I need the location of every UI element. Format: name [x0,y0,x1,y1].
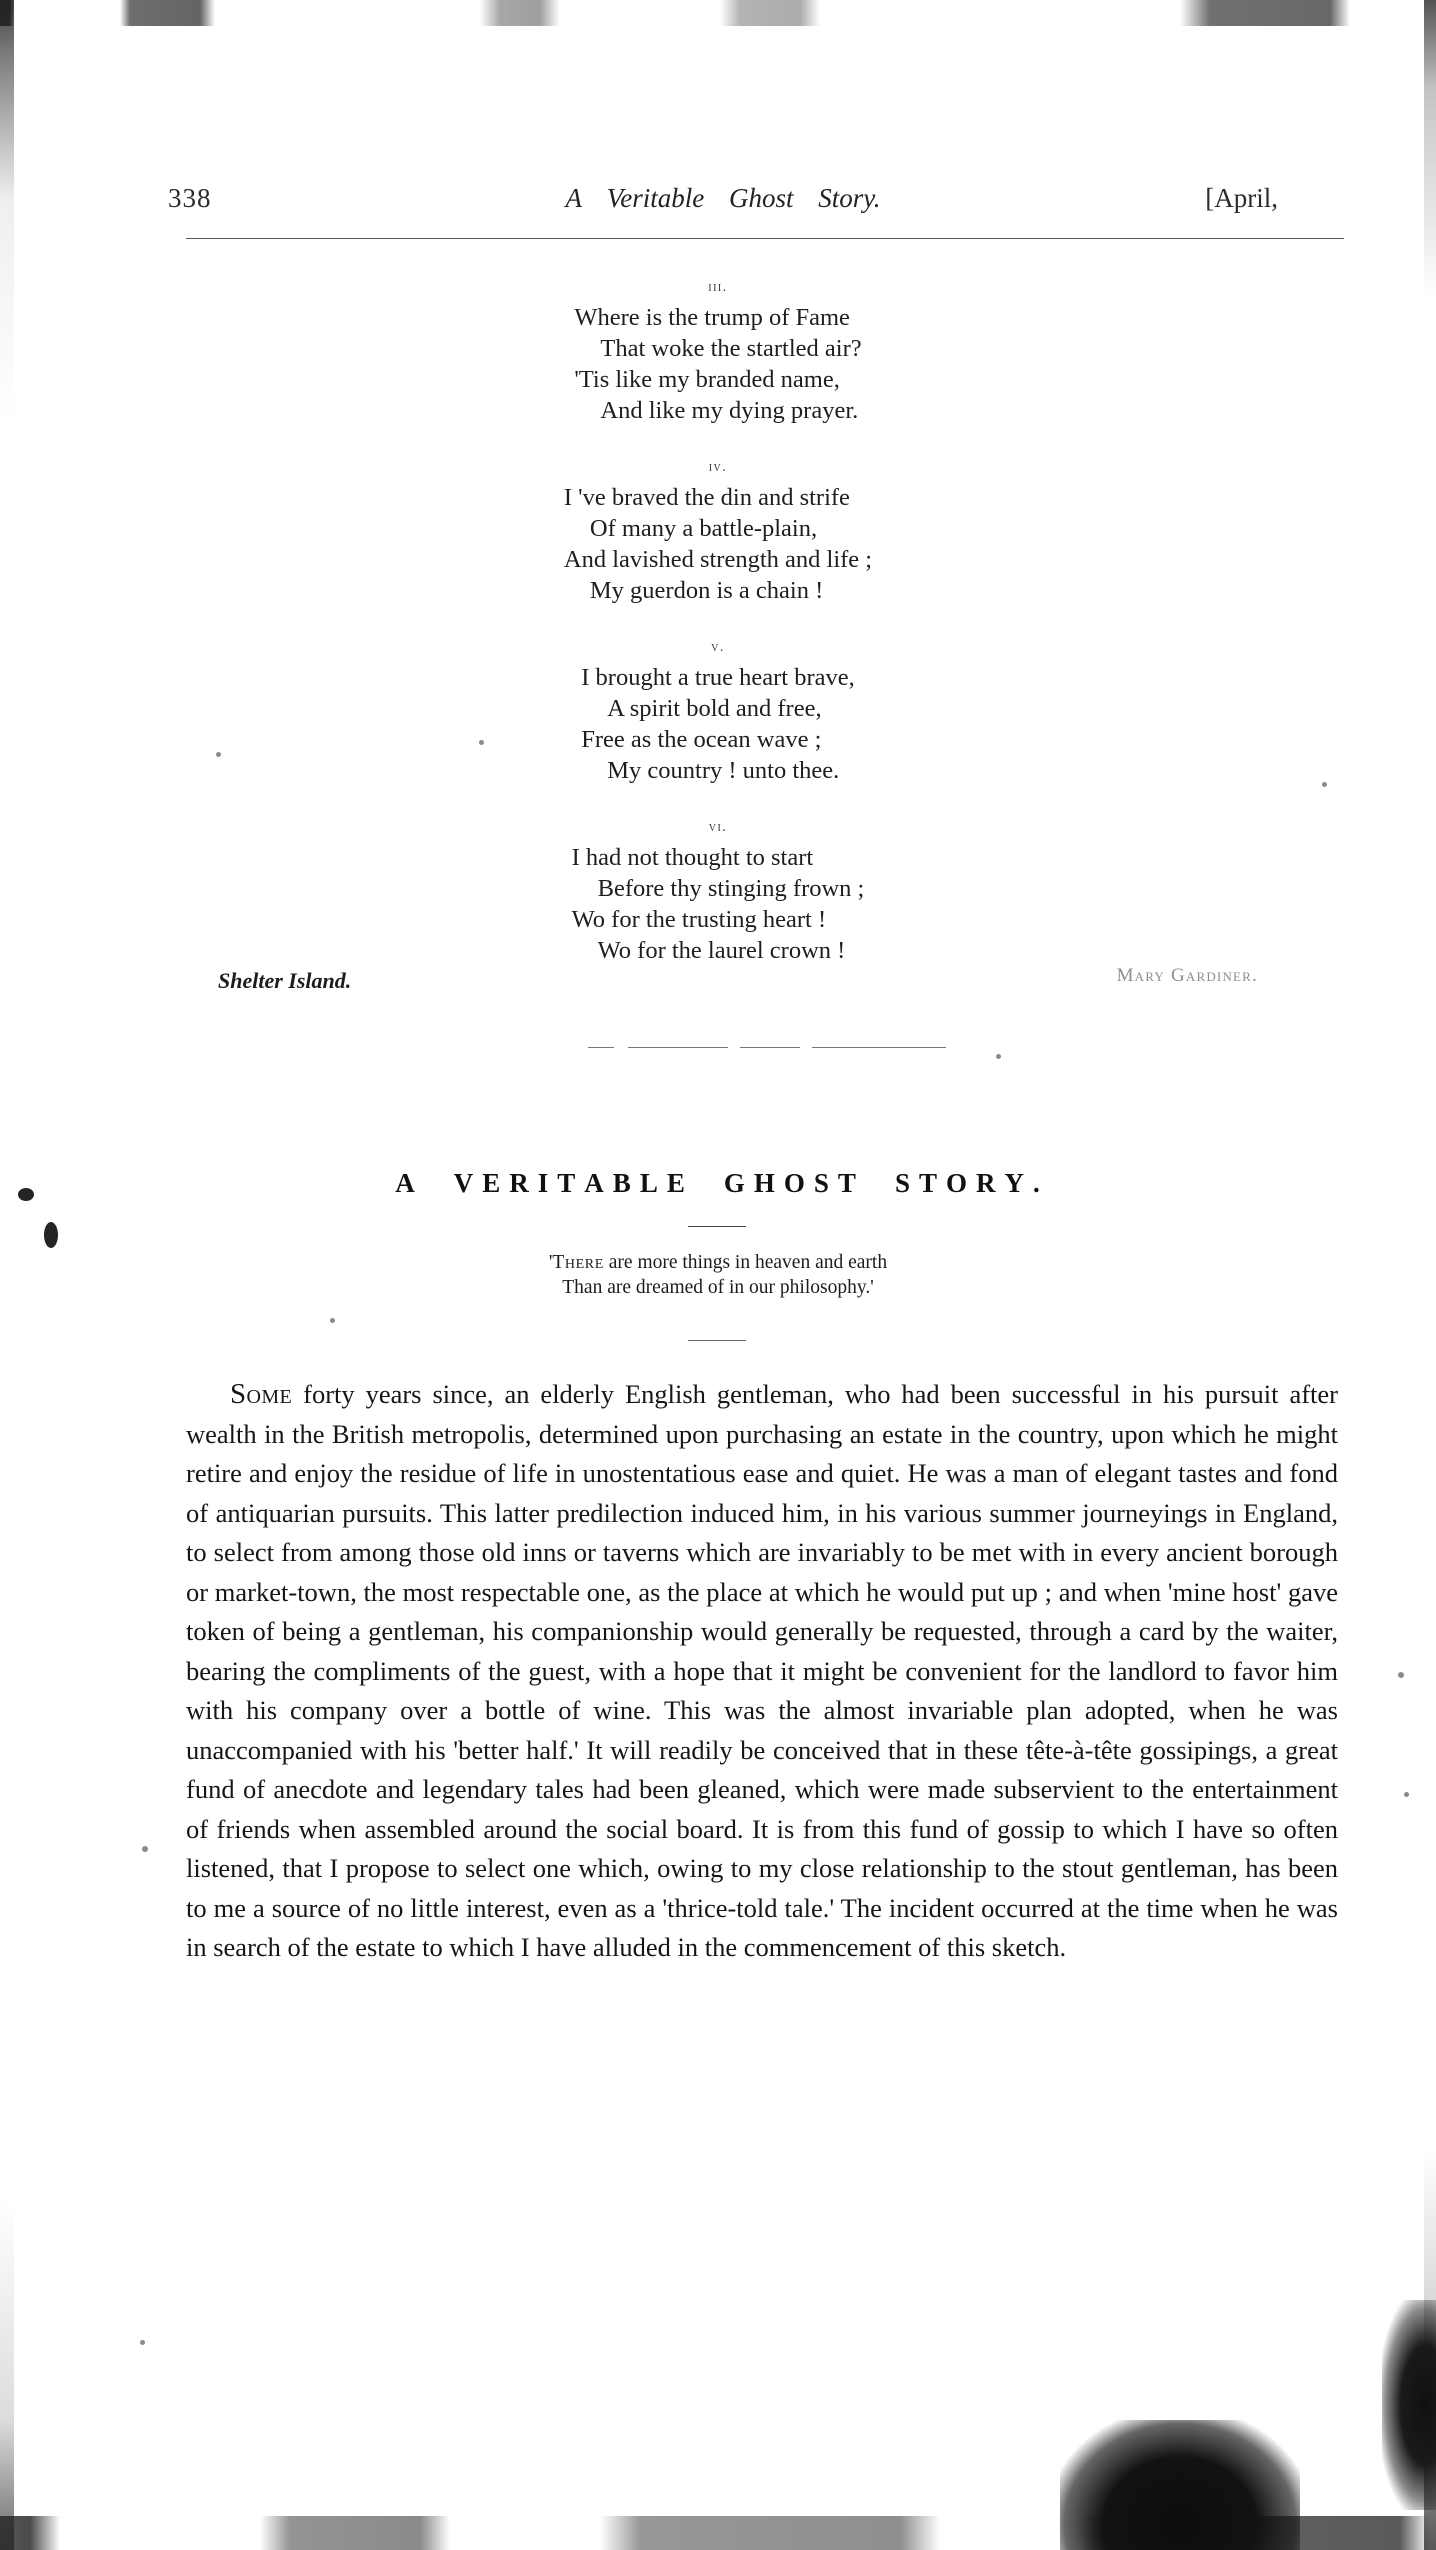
title-letter: O [945,1168,968,1198]
ink-blot-bottom [1060,2420,1300,2550]
running-title-word-1: A [565,183,582,213]
running-title [168,183,1278,214]
epigraph-rule-top [688,1226,746,1227]
section-divider-rule [588,1047,946,1048]
running-head [168,183,1278,217]
stanza-lines [581,662,854,786]
poem-line: Wo for the laurel crown ! [597,937,846,964]
poem-line: 'Tis like my branded name, [574,366,840,393]
running-title-word-2: Veritable [606,183,705,213]
stanza-number: vi. [708,820,728,835]
stanza-lines [574,302,861,426]
title-letter: . [1033,1168,1041,1198]
poem-place-byline: Shelter Island. [218,968,352,993]
title-letter: S [813,1168,830,1198]
epigraph-quote-open: ' [548,1252,553,1273]
poem-stanza [0,280,1436,426]
title-letter: I [537,1168,550,1198]
body-paragraph [186,1375,1338,1968]
title-letter: T [837,1168,857,1198]
epigraph-rule-bottom [688,1340,746,1341]
scan-speck-2 [1398,1672,1404,1678]
poem-line: Wo for the trusting heart ! [571,906,827,933]
issue-marker: [April, [1205,183,1278,213]
poem-line: I 've braved the din and strife [563,484,850,511]
body-paragraph-text: forty years since, an elderly English gentleman, who had been successful in his pursuit after wealth in the British metropolis, determined upon purchasing an estate in the country, upon which he might retire and enjoy the residue of life in unostentatious ease and quiet. He was a man of elegant tastes and fond of antiquarian pursuits. This latter predilection induced him, in his various summer journeyings in England, to select from among those old inns or taverns which are invariably to be met with in every ancient borough or market-town, the most respectable one, as the place at which he would put up ; and when 'mine host' gave token of being a gentleman, his companionship would generally be requested, through a card by the waiter, bearing the compliments of the guest, with a hope that it might be convenient for the landlord to favor him with his company over a bottle of wine. This was the almost invariable plan adopted, when he was unaccompanied with his 'better half.' It will readily be conceived that in these tête-à-tête gossipings, a great fund of anecdote and legendary tales had been gleaned, which were made subservient to the entertainment of friends when assembled around the social board. It is from this fund of gossip to which I have so often listened, that I propose to select one which, owing to my close relationship to the stout gentleman, has been to me a source of no little interest, even as a 'thrice-told tale.' The incident occurred at the time when he was in search of the estate to which I have alluded in the commencement of this sketch. [186,1379,1338,1962]
title-letter: S [894,1168,911,1198]
title-letter: L [639,1168,659,1198]
poem-stanza [0,460,1436,606]
running-title-word-3: Ghost [728,183,794,213]
poem-stanza [0,820,1436,966]
title-letter: A [395,1168,416,1198]
poem-line: Free as the ocean wave ; [581,726,822,753]
poem-line: My guerdon is a chain ! [589,577,824,604]
poem-line: Before thy stinging frown ; [597,875,865,902]
epigraph-lead-word: There [552,1252,604,1273]
title-letter: R [976,1168,997,1198]
title-letter: A [584,1168,605,1198]
stanza-number: v. [711,640,725,655]
poem-line: And like my dying prayer. [600,397,859,424]
scan-speck-3 [1404,1792,1409,1797]
poem-line: I had not thought to start [571,844,814,871]
title-letter: H [753,1168,776,1198]
scan-edge-top [0,0,1436,26]
epigraph [0,1250,1436,1300]
poem-line: A spirit bold and free, [607,695,822,722]
poem-line: I brought a true heart brave, [581,664,855,691]
ink-blot-margin-lower [44,1222,58,1248]
title-letter: O [783,1168,806,1198]
stanza-lines [564,482,872,606]
epigraph-line1-rest: are more things in heaven and earth [608,1252,888,1273]
epigraph-line-2: Than are dreamed of in our philosophy.' [562,1277,874,1298]
poem-line: Where is the trump of Fame [574,304,850,331]
article-body [186,1375,1338,1968]
poem-line: And lavished strength and life ; [563,546,873,573]
title-letter: T [918,1168,938,1198]
poem-line: Of many a battle-plain, [589,515,818,542]
scan-speck-8 [996,1054,1001,1059]
running-title-word-4: Story. [818,183,881,213]
poem-block [0,280,1436,1000]
title-letter: B [612,1168,632,1198]
scan-speck-4 [142,1846,148,1852]
scan-speck-1 [140,2340,145,2345]
article-title [0,1168,1436,1199]
body-lead-word: Some [230,1378,293,1410]
title-letter: Y [1004,1168,1025,1198]
poem-stanza [0,640,1436,786]
page-folio: 338 [168,183,212,213]
header-rule [186,238,1344,239]
scan-speck-9 [330,1318,335,1323]
title-letter: E [666,1168,686,1198]
epigraph-line-1 [0,1250,1436,1275]
title-letter: V [453,1168,475,1198]
title-letter: E [482,1168,502,1198]
stanza-number: iii. [708,280,728,295]
poem-line: That woke the startled air? [600,335,862,362]
stanza-number: iv. [708,460,728,475]
ink-blot-right-edge [1382,2300,1436,2510]
title-letter: G [723,1168,746,1198]
poem-author-byline: Mary Gardiner. [1116,965,1258,986]
title-letter: R [509,1168,530,1198]
title-letter: T [557,1168,577,1198]
stanza-lines [572,842,865,966]
poem-line: My country ! unto thee. [607,757,840,784]
